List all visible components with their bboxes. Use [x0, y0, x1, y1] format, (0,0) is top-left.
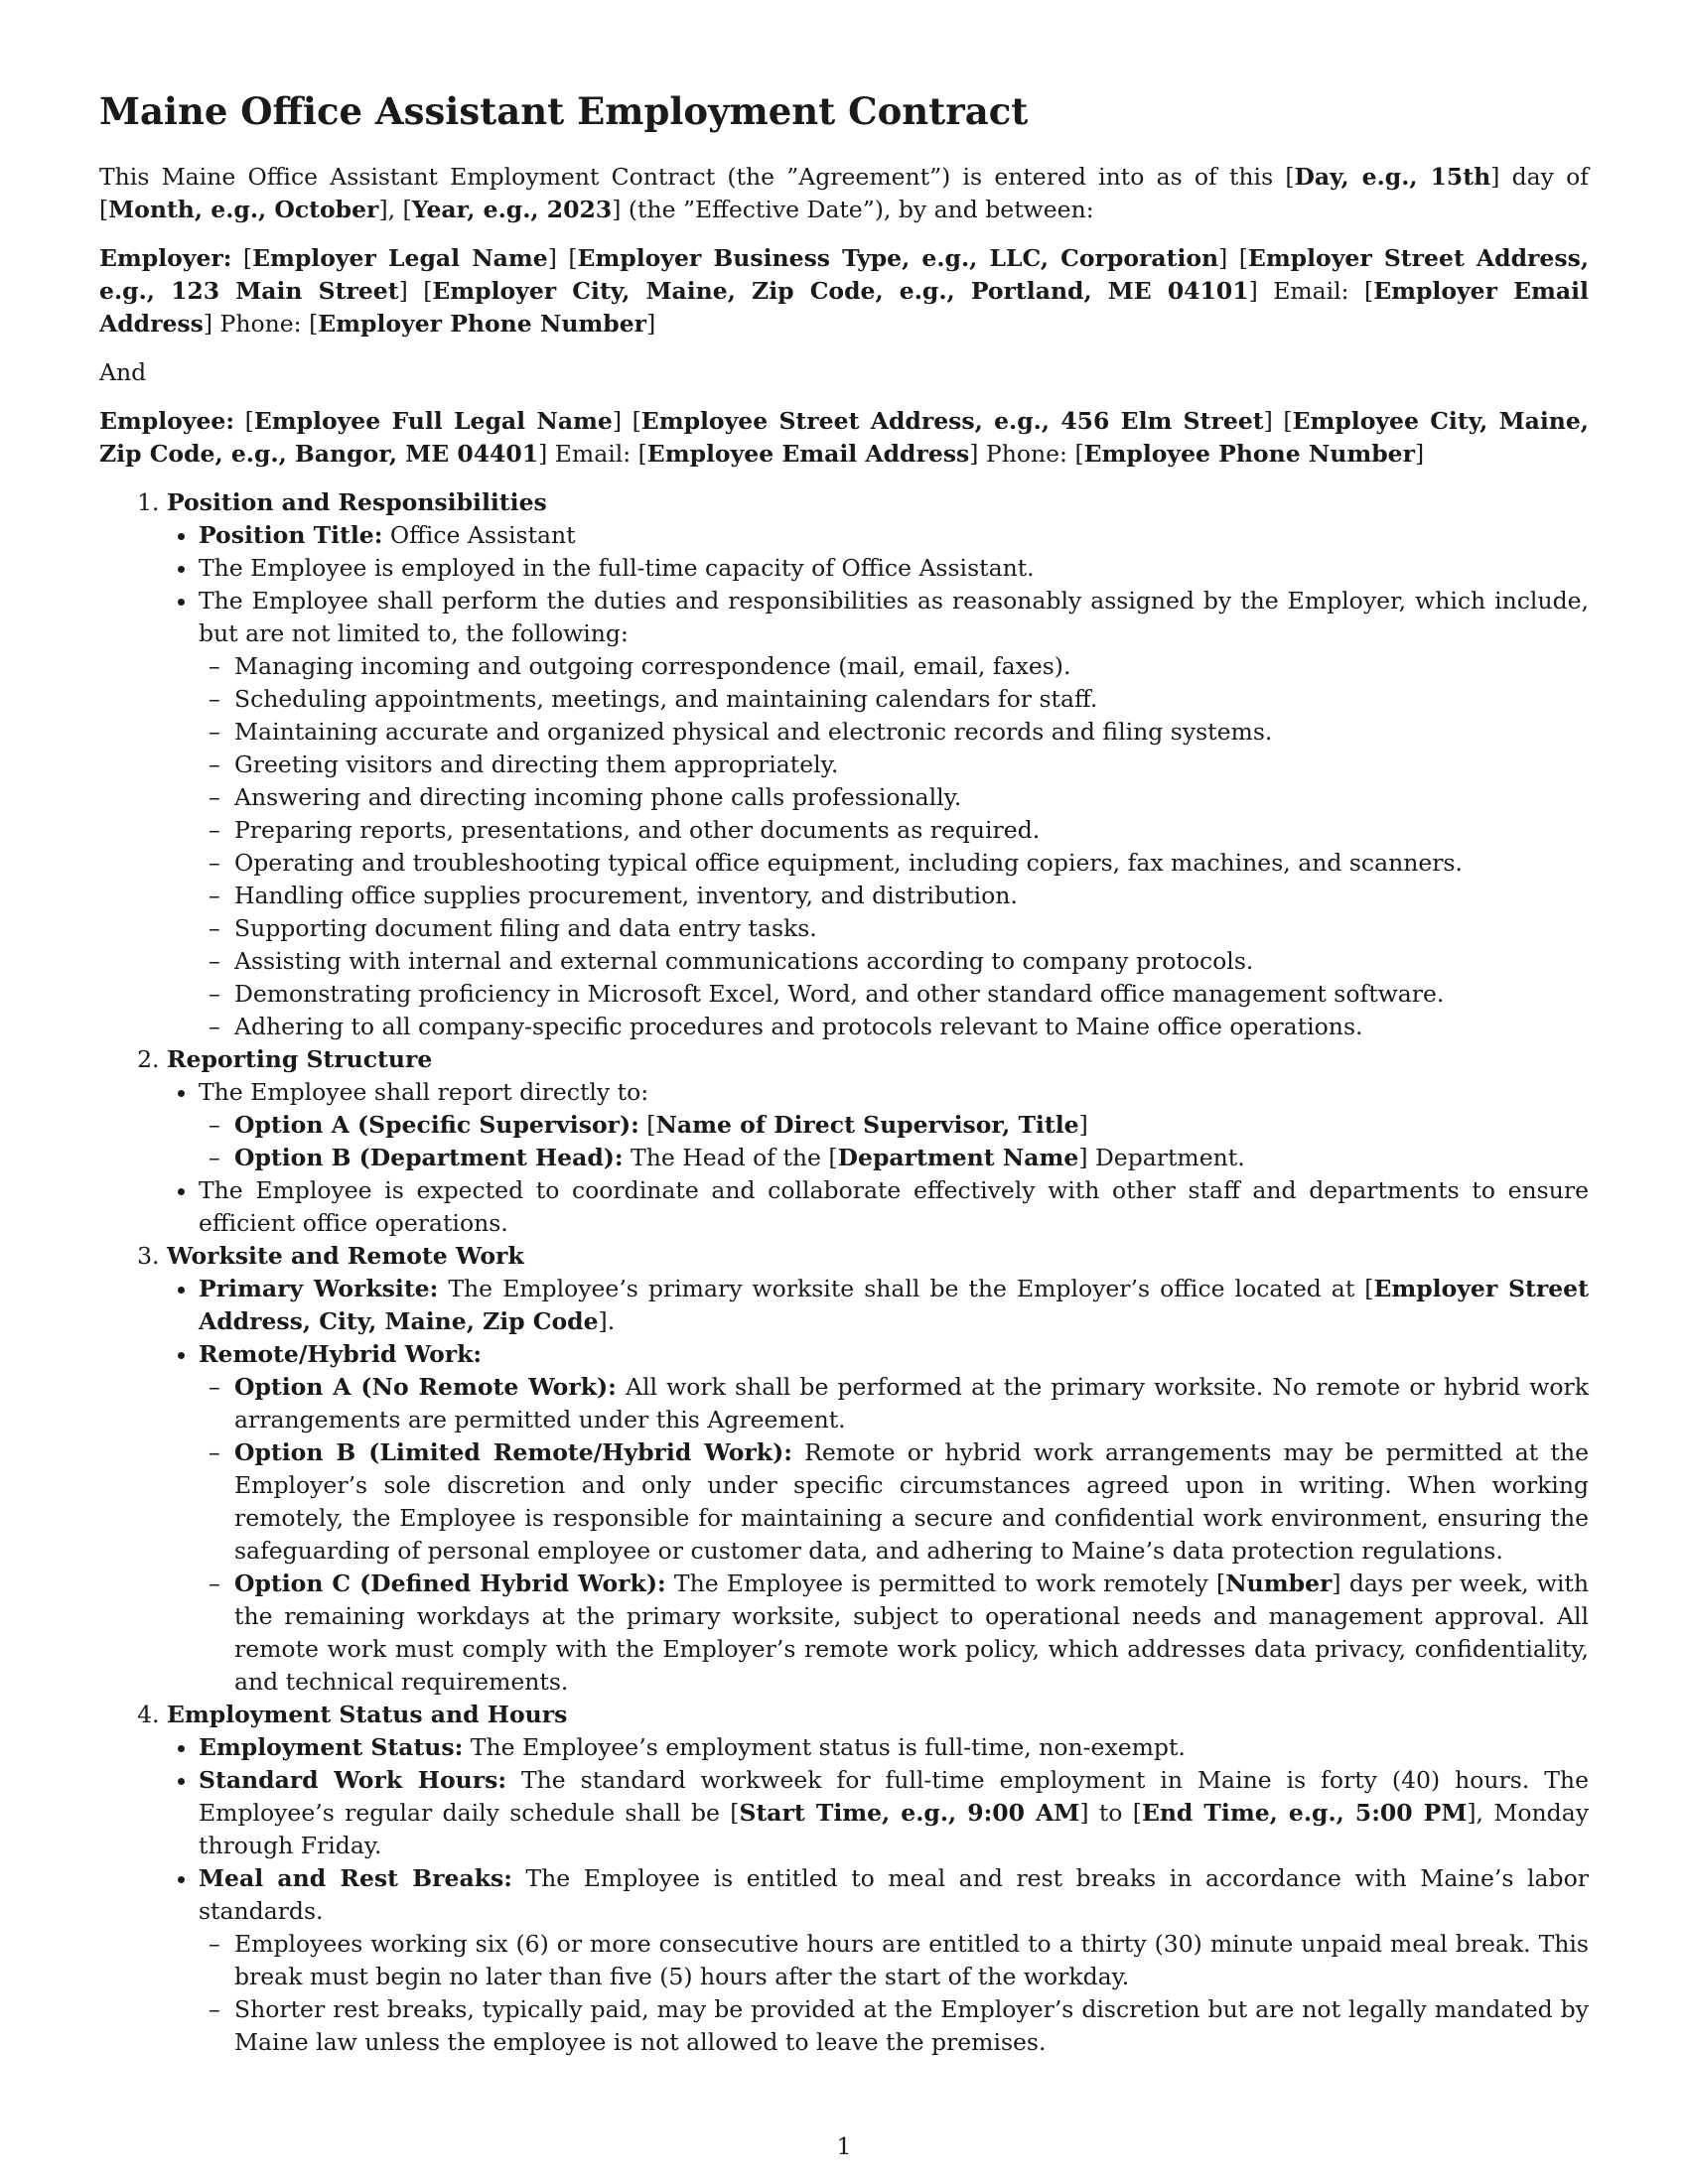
duties-list [199, 650, 1589, 1043]
duty-item: – Answering and directing incoming phone calls professionally. [234, 781, 1589, 814]
option-item: – Option B (Department Head): The Head of the [Department Name] Department. [234, 1142, 1589, 1174]
document-page [99, 87, 1589, 2059]
list-item: • Standard Work Hours: The standard workweek for full-time employment in Maine is forty (40) hours. The Employee’s regular daily schedule shall be [Start Time, e.g., 9:00 AM] to [End Time, e.g., 5:00 PM], Monday through Friday. [199, 1764, 1589, 1862]
list-item: • Primary Worksite: The Employee’s primary worksite shall be the Employer’s office located at [Employer Street Address, City, Maine, Zip Code]. [199, 1273, 1589, 1338]
and-separator: And [99, 358, 147, 386]
duty-item: – Maintaining accurate and organized physical and electronic records and filing systems. [234, 716, 1589, 749]
section-heading: Worksite and Remote Work [167, 1242, 524, 1270]
duty-item: – Preparing reports, presentations, and other documents as required. [234, 814, 1589, 847]
section-status-hours [167, 1699, 1589, 2059]
list-item: • Employment Status: The Employee’s employment status is full-time, non-exempt. [199, 1731, 1589, 1764]
duty-item: – Assisting with internal and external communications according to company protocols. [234, 945, 1589, 978]
list-item: • Meal and Rest Breaks: The Employee is entitled to meal and rest breaks in accordance with Maine’s labor standards. – Employees working six (6) or more consecutive hours are entitled to a thirty (30) minute unpaid meal break. This break must begin no later than five (5) hours after the start of the workday. – Shorter rest breaks, typically paid, may be provided at the Employer’s discretion but are not legally mandated by Maine law unless the employee is not allowed to leave the premises. [199, 1862, 1589, 2059]
duty-item: – Scheduling appointments, meetings, and maintaining calendars for staff. [234, 683, 1589, 716]
section-heading: Position and Responsibilities [167, 488, 547, 516]
option-item: – Option A (No Remote Work): All work shall be performed at the primary worksite. No remote or hybrid work arrangements are permitted under this Agreement. [234, 1371, 1589, 1436]
option-item: – Option C (Defined Hybrid Work): The Employee is permitted to work remotely [Number] days per week, with the remaining workdays at the primary worksite, subject to operational needs and management approval. All remote work must comply with the Employer’s remote work policy, which addresses data privacy, confidentiality, and technical requirements. [234, 1568, 1589, 1699]
section-heading: Reporting Structure [167, 1045, 433, 1073]
duty-item: – Operating and troubleshooting typical office equipment, including copiers, fax machines, and scanners. [234, 847, 1589, 880]
intro-paragraph: This Maine Office Assistant Employment Contract (the ”Agreement”) is entered into as of this [Day, e.g., 15th] day of [Month, e.g., October], [Year, e.g., 2023] (the ”Effective Date”), by and between: [99, 163, 1589, 223]
employee-label: Employee: [99, 407, 235, 435]
duty-item: – Managing incoming and outgoing correspondence (mail, email, faxes). [234, 650, 1589, 683]
section-position [167, 486, 1589, 1043]
employer-label: Employer: [99, 244, 232, 272]
employee-block: Employee: [Employee Full Legal Name] [Employee Street Address, e.g., 456 Elm Street] [Employee City, Maine, Zip Code, e.g., Bangor, ME 04401] Email: [Employee Email Address] Phone: [Employee Phone Number] [99, 407, 1589, 468]
duty-item: – Supporting document filing and data entry tasks. [234, 912, 1589, 945]
break-item: – Employees working six (6) or more consecutive hours are entitled to a thirty (30) minute unpaid meal break. This break must begin no later than five (5) hours after the start of the workday. [234, 1928, 1589, 1993]
section-heading: Employment Status and Hours [167, 1701, 568, 1728]
list-item: • The Employee shall perform the duties and responsibilities as reasonably assigned by the Employer, which include, but are not limited to, the following: – Managing incoming and outgoing correspondence (mail, email, faxes). – Scheduling appointments, meetings, and maintaining calendars for staff. – Maintaining accurate and organized physical and electronic records and filing systems. – Greeting visitors and directing them appropriately. – Answering and directing incoming phone calls professionally. – Preparing reports, presentations, and other documents as required. – Operating and troubleshooting typical office equipment, including copiers, fax machines, and scanners. – Handling office supplies procurement, inventory, and distribution. – Supporting document filing and data entry tasks. – Assisting with internal and external communications according to company protocols. – Demonstrating proficiency in Microsoft Excel, Word, and other standard office management software. – Adhering to all company-specific procedures and protocols relevant to Maine office operations. [199, 585, 1589, 1043]
break-item: – Shorter rest breaks, typically paid, may be provided at the Employer’s discretion but are not legally mandated by Maine law unless the employee is not allowed to leave the premises. [234, 1993, 1589, 2059]
list-item: • The Employee is employed in the full-time capacity of Office Assistant. [199, 552, 1589, 585]
placeholder-month: Month, e.g., October [108, 196, 379, 223]
duty-item: – Greeting visitors and directing them appropriately. [234, 749, 1589, 781]
option-item: – Option B (Limited Remote/Hybrid Work): Remote or hybrid work arrangements may be permitted at the Employer’s sole discretion and only under specific circumstances agreed upon in writing. When working remotely, the Employee is responsible for maintaining a secure and confidential work environment, ensuring the safeguarding of personal employee or customer data, and adhering to Maine’s data protection regulations. [234, 1436, 1589, 1568]
list-item: • Position Title: Office Assistant [199, 519, 1589, 552]
list-item: • The Employee shall report directly to: – Option A (Specific Supervisor): [Name of Direct Supervisor, Title] – Option B (Department Head): The Head of the [Department Name] Department. [199, 1076, 1589, 1174]
placeholder-year: Year, e.g., 2023 [411, 196, 613, 223]
placeholder-day: Day, e.g., 15th [1294, 163, 1491, 191]
contract-sections [99, 486, 1589, 2059]
list-item: • Remote/Hybrid Work: – Option A (No Remote Work): All work shall be performed at the primary worksite. No remote or hybrid work arrangements are permitted under this Agreement. – Option B (Limited Remote/Hybrid Work): Remote or hybrid work arrangements may be permitted at the Employer’s sole discretion and only under specific circumstances agreed upon in writing. When working remotely, the Employee is responsible for maintaining a secure and confidential work environment, ensuring the safeguarding of personal employee or customer data, and adhering to Maine’s data protection regulations. – Option C (Defined Hybrid Work): The Employee is permitted to work remotely [Number] days per week, with the remaining workdays at the primary worksite, subject to operational needs and management approval. All remote work must comply with the Employer’s remote work policy, which addresses data privacy, confidentiality, and technical requirements. [199, 1338, 1589, 1699]
page-number: 1 [836, 2132, 852, 2160]
option-item: – Option A (Specific Supervisor): [Name of Direct Supervisor, Title] [234, 1109, 1589, 1142]
section-worksite [167, 1240, 1589, 1699]
employer-block: Employer: [Employer Legal Name] [Employer Business Type, e.g., LLC, Corporation] [Employer Street Address, e.g., 123 Main Street] [Employer City, Maine, Zip Code, e.g., Portland, ME 04101] Email: [Employer Email Address] Phone: [Employer Phone Number] [99, 244, 1590, 338]
page-title: Maine Office Assistant Employment Contract [99, 89, 1029, 133]
section-reporting [167, 1043, 1589, 1240]
duty-item: – Handling office supplies procurement, inventory, and distribution. [234, 880, 1589, 912]
duty-item: – Demonstrating proficiency in Microsoft Excel, Word, and other standard office management software. [234, 978, 1589, 1011]
list-item: • The Employee is expected to coordinate and collaborate effectively with other staff and departments to ensure efficient office operations. [199, 1174, 1589, 1240]
duty-item: – Adhering to all company-specific procedures and protocols relevant to Maine office operations. [234, 1011, 1589, 1043]
